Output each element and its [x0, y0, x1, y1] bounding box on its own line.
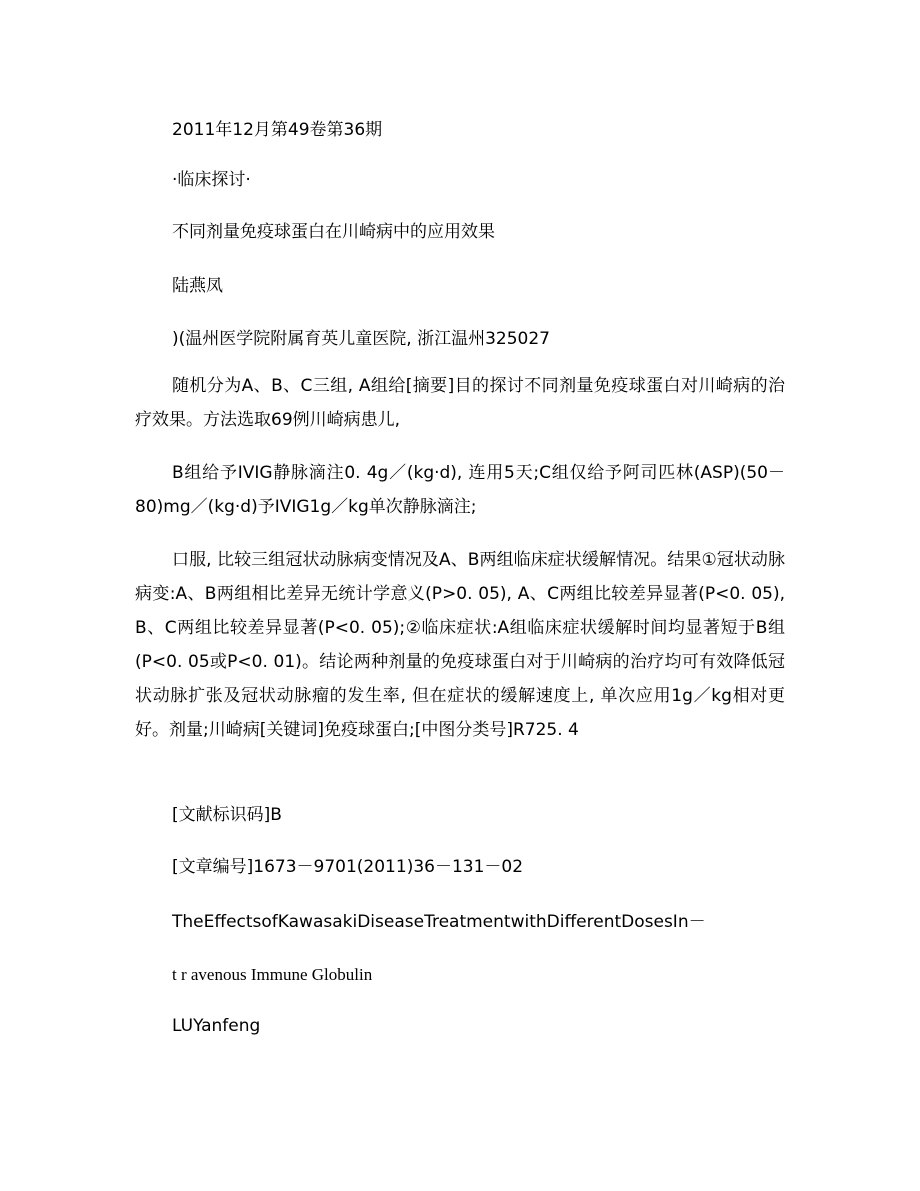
- document-code: [文献标识码]B: [172, 805, 282, 825]
- article-title: 不同剂量免疫球蛋白在川崎病中的应用效果: [172, 222, 495, 242]
- english-title-line-2: t r avenous Immune Globulin: [172, 965, 373, 984]
- article-number: [文章编号]1673－9701(2011)36－131－02: [172, 857, 524, 877]
- affiliation: )(温州医学院附属育英儿童医院, 浙江温州325027: [172, 329, 550, 349]
- english-author: LUYanfeng: [172, 1016, 261, 1036]
- abstract-paragraph-1: 随机分为A、B、C三组, A组给[摘要]目的探讨不同剂量免疫球蛋白对川崎病的治疗效果。方法选取69例川崎病患儿,: [135, 376, 785, 430]
- journal-issue: 2011年12月第49卷第36期: [172, 120, 383, 140]
- column-label: ·临床探讨·: [172, 170, 251, 190]
- author-name: 陆燕凤: [172, 276, 223, 296]
- abstract-paragraph-3: 口服, 比较三组冠状动脉病变情况及A、B两组临床症状缓解情况。结果①冠状动脉病变:A、B两组相比差异无统计学意义(P>0. 05), A、C两组比较差异显著(P<0. 05), B、C两组比较差异显著(P<0. 05);②临床症状:A组临床症状缓解时间均显著短于B组(P<0. 05或P<0. 01)。结论两种剂量的免疫球蛋白对于川崎病的治疗均可有效降低冠状动脉扩张及冠状动脉瘤的发生率, 但在症状的缓解速度上, 单次应用1g／kg相对更好。剂量;川崎病[关键词]免疫球蛋白;[中图分类号]R725. 4: [135, 550, 785, 740]
- english-title-line-1: TheEffectsofKawasakiDiseaseTreatmentwithDifferentDosesIn－: [172, 912, 706, 932]
- abstract-paragraph-2: B组给予IVIG静脉滴注0. 4g／(kg·d), 连用5天;C组仅给予阿司匹林(ASP)(50－80)mg／(kg·d)予IVIG1g／kg单次静脉滴注;: [135, 463, 785, 517]
